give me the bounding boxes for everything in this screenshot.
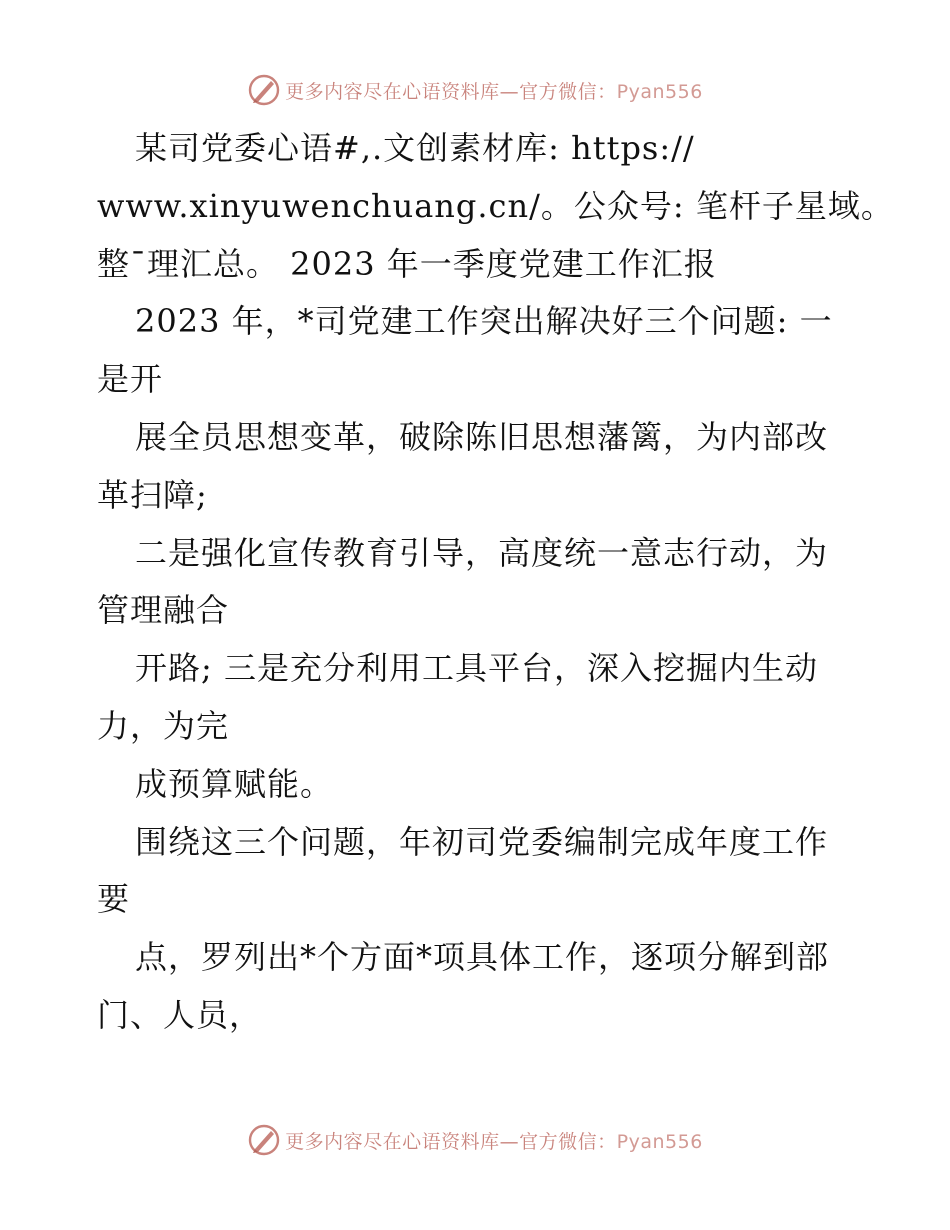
pen-logo-icon xyxy=(247,1123,281,1157)
watermark-text: 更多内容尽在心语资料库—官方微信：Pyan556 xyxy=(285,80,703,103)
text-line: 二是强化宣传教育引导，高度统一意志行动，为 xyxy=(135,533,829,572)
text-line: 2023 年，*司党建工作突出解决好三个问题: 一 xyxy=(135,302,833,341)
text-line: 门、人员， xyxy=(97,995,263,1034)
text-line: 开路; 三是充分利用工具平台，深入挖掘内生动 xyxy=(135,649,818,688)
text-line: www.xinyuwenchuang.cn/。公众号: 笔杆子星域。 xyxy=(97,186,894,225)
text-line: 管理融合 xyxy=(97,591,230,630)
text-line: 点，罗列出*个方面*项具体工作，逐项分解到部 xyxy=(135,938,830,977)
text-line: 围绕这三个问题，年初司党委编制完成年度工作 xyxy=(135,822,829,861)
text-line: 是开 xyxy=(97,360,164,399)
pen-logo-icon xyxy=(247,73,281,107)
header-watermark xyxy=(0,72,950,108)
text-line: 革扫障; xyxy=(97,475,208,514)
text-line: 某司党委心语#,.文创素材库: https:// xyxy=(135,129,695,167)
text-line: 要 xyxy=(97,880,131,919)
text-line: 力，为完 xyxy=(97,706,230,745)
text-line: 成预算赋能。 xyxy=(135,764,334,803)
footer-watermark xyxy=(0,1122,950,1158)
watermark-wechat-id: Pyan556 xyxy=(616,1130,703,1153)
text-line: 整¯理汇总。 2023 年一季度党建工作汇报 xyxy=(97,244,717,283)
document-body xyxy=(97,120,894,1045)
watermark-text: 更多内容尽在心语资料库—官方微信：Pyan556 xyxy=(285,1130,703,1153)
text-line: 展全员思想变革，破除陈旧思想藩篱，为内部改 xyxy=(135,417,829,456)
watermark-wechat-id: Pyan556 xyxy=(616,80,703,103)
